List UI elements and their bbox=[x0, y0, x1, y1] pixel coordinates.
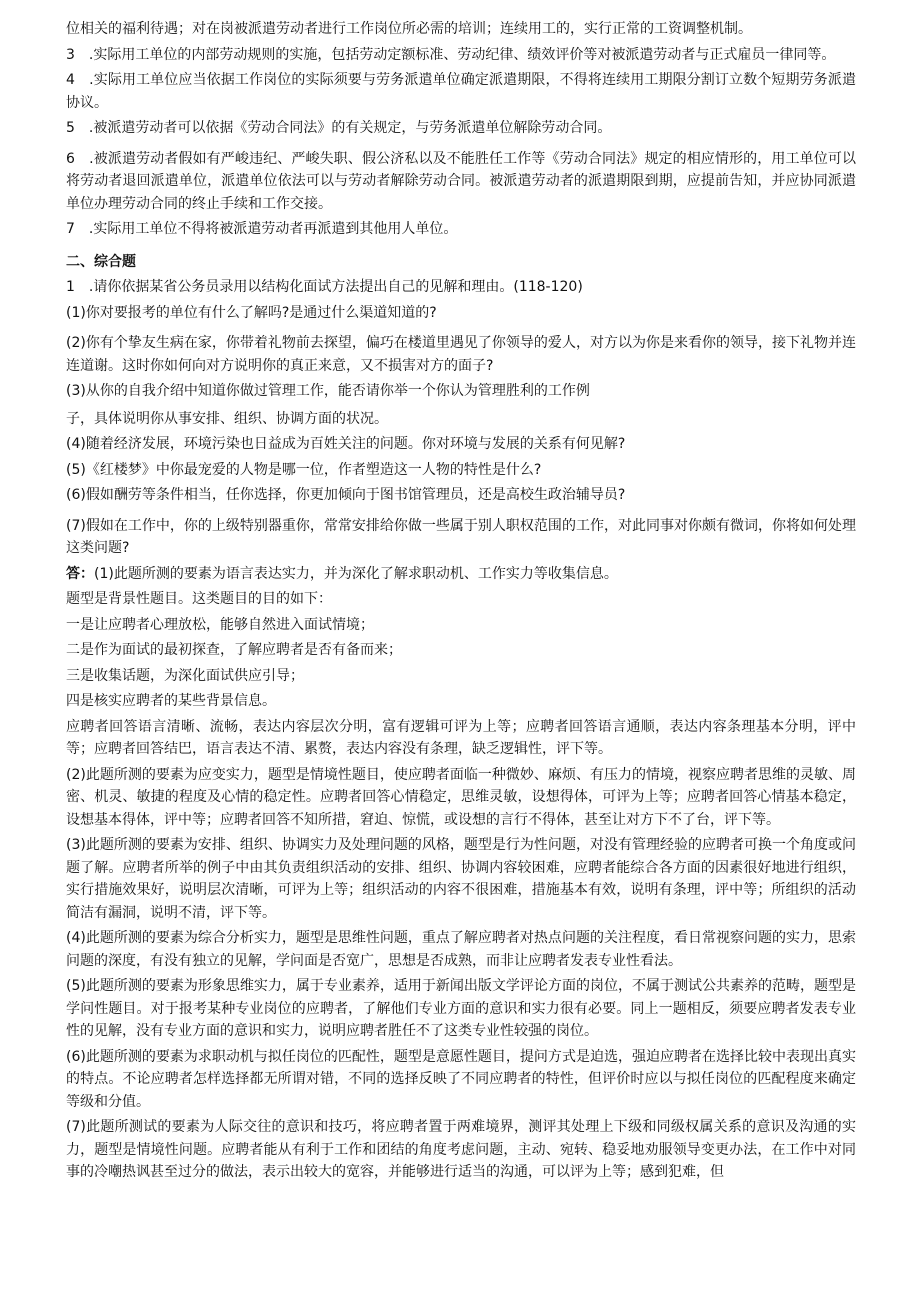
answer-paragraph: (5)此题所测的要素为形象思维实力，属于专业素养，适用于新闻出版文学评论方面的岗位，不属于测试公共素养的范畴，题型是学问性题目。对于报考某种专业岗位的应聘者，了解他们专业方面的意识和实力很有必要。同上一题相反，须要应聘者发表专业性的见解，没有专业方面的意识和实力，说明应聘者胜任不了这类专业性较强的岗位。 bbox=[66, 978, 856, 1039]
question-item: (4)随着经济发展，环境污染也日益成为百姓关注的问题。你对环境与发展的关系有何见解? bbox=[66, 436, 626, 452]
list-item: 4 .实际用工单位应当依据工作岗位的实际须要与劳务派遣单位确定派遣期限，不得将连续用工期限分割订立数个短期劳务派遣协议。 bbox=[66, 72, 856, 111]
question-item: (2)你有个挚友生病在家，你带着礼物前去探望，偏巧在楼道里遇见了你领导的爱人，对方以为你是来看你的领导，接下礼物并连连道谢。这时你如何向对方说明你的真正来意，又不损害对方的面子? bbox=[66, 335, 856, 374]
question-item: (7)假如在工作中，你的上级特别器重你，常常安排给你做一些属于别人职权范围的工作，对此同事对你颇有微词，你将如何处理这类问题? bbox=[66, 517, 856, 556]
answer-paragraph: (4)此题所测的要素为综合分析实力，题型是思维性问题，重点了解应聘者对热点问题的关注程度，看日常视察问题的实力，思索问题的深度，有没有独立的见解，学问面是否宽广，思想是否成熟，而非让应聘者发表专业性看法。 bbox=[66, 930, 856, 969]
question-item: (5)《红楼梦》中你最宠爱的人物是哪一位，作者塑造这一人物的特性是什么? bbox=[66, 461, 542, 478]
question-item: (3)从你的自我介绍中知道你做过管理工作，能否请你举一个你认为管理胜利的工作例 bbox=[66, 383, 590, 399]
section-heading: 二、综合题 bbox=[66, 253, 136, 270]
answer-line: 三是收集话题，为深化面试供应引导； bbox=[66, 667, 304, 684]
question-item: (1)你对要报考的单位有什么了解吗?是通过什么渠道知道的? bbox=[66, 304, 437, 321]
list-item: 7 .实际用工单位不得将被派遣劳动者再派遣到其他用人单位。 bbox=[66, 221, 458, 237]
answer-line: 四是核实应聘者的某些背景信息。 bbox=[66, 693, 276, 709]
question-item: (6)假如酬劳等条件相当，任你选择，你更加倾向于图书馆管理员，还是高校生政治辅导员? bbox=[66, 487, 626, 503]
answer-paragraph: (2)此题所测的要素为应变实力，题型是情境性题目，使应聘者面临一种微妙、麻烦、有压力的情境，视察应聘者思维的灵敏、周密、机灵、敏捷的程度及心情的稳定性。应聘者回答心情稳定，思维灵敏，设想得体，可评为上等；应聘者回答心情基本稳定，设想基本得体，评中等；应聘者回答不知所措，窘迫、惊慌，或设想的言行不得体，甚至让对方下不了台，评下等。 bbox=[66, 766, 856, 828]
answer-first-line bbox=[66, 563, 856, 586]
answer-line: 一是让应聘者心理放松，能够自然进入面试情境； bbox=[66, 616, 374, 633]
answer-paragraph: (6)此题所测的要素为求职动机与拟任岗位的匹配性，题型是意愿性题目，提问方式是迫选，强迫应聘者在选择比较中表现出真实的特点。不论应聘者怎样选择都无所谓对错，不同的选择反映了不同应聘者的特性，但评价时应以与拟任岗位的匹配程度来确定等级和分值。 bbox=[66, 1048, 856, 1110]
answer-paragraph: (7)此题所测试的要素为人际交往的意识和技巧，将应聘者置于两难境界，测评其处理上下级和同级权属关系的意识及沟通的实力，题型是情境性问题。应聘者能从有利于工作和团结的角度考虑问题，主动、宛转、稳妥地劝服领导变更办法，在工作中对同事的冷嘲热讽甚至过分的做法，表示出较大的宽容，并能够进行适当的沟通，可以评为上等；感到犯难，但 bbox=[66, 1119, 856, 1180]
list-item: 6 .被派遣劳动者假如有严峻违纪、严峻失职、假公济私以及不能胜任工作等《劳动合同法》规定的相应情形的，用工单位可以将劳动者退回派遣单位，派遣单位依法可以与劳动者解除劳动合同。被派遣劳动者的派遣期限到期，应提前告知，并应协同派遣单位办理劳动合同的终止手续和工作交接。 bbox=[66, 150, 856, 212]
answer-text: (1)此题所测的要素为语言表达实力，并为深化了解求职动机、工作实力等收集信息。 bbox=[94, 565, 618, 582]
answer-paragraph: (3)此题所测的要素为安排、组织、协调实力及处理问题的风格，题型是行为性问题，对没有管理经验的应聘者可换一个角度或问题了解。应聘者所举的例子中由其负责组织活动的安排、组织、协调内容较困难，应聘者能综合各方面的因素很好地进行组织，实行措施效果好，说明层次清晰，可评为上等；组织活动的内容不很困难，措施基本有效，说明有条理，评中等；所组织的活动简洁有漏洞，说明不清，评下等。 bbox=[66, 837, 856, 921]
text-line: 位相关的福利待遇；对在岗被派遣劳动者进行工作岗位所必需的培训；连续用工的，实行正常的工资调整机制。 bbox=[66, 21, 752, 37]
list-item: 3 .实际用工单位的内部劳动规则的实施，包括劳动定额标准、劳动纪律、绩效评价等对被派遣劳动者与正式雇员一律同等。 bbox=[66, 46, 836, 63]
answer-line: 题型是背景性题目。这类题目的目的如下： bbox=[66, 591, 332, 607]
answer-paragraph: 应聘者回答语言清晰、流畅，表达内容层次分明，富有逻辑可评为上等；应聘者回答语言通顺，表达内容条理基本分明，评中等；应聘者回答结巴，语言表达不清、累赘，表达内容没有条理，缺乏逻辑性，评下等。 bbox=[66, 718, 856, 757]
list-item: 5 .被派遣劳动者可以依据《劳动合同法》的有关规定，与劳务派遣单位解除劳动合同。 bbox=[66, 120, 612, 136]
answer-label: 答： bbox=[66, 565, 94, 582]
question-intro: 1 .请你依据某省公务员录用以结构化面试方法提出自己的见解和理由。(118-120) bbox=[66, 279, 583, 295]
document-page bbox=[66, 18, 856, 1184]
answer-line: 二是作为面试的最初探查，了解应聘者是否有备而来； bbox=[66, 642, 402, 658]
question-item: 子，具体说明你从事安排、组织、协调方面的状况。 bbox=[66, 410, 388, 427]
